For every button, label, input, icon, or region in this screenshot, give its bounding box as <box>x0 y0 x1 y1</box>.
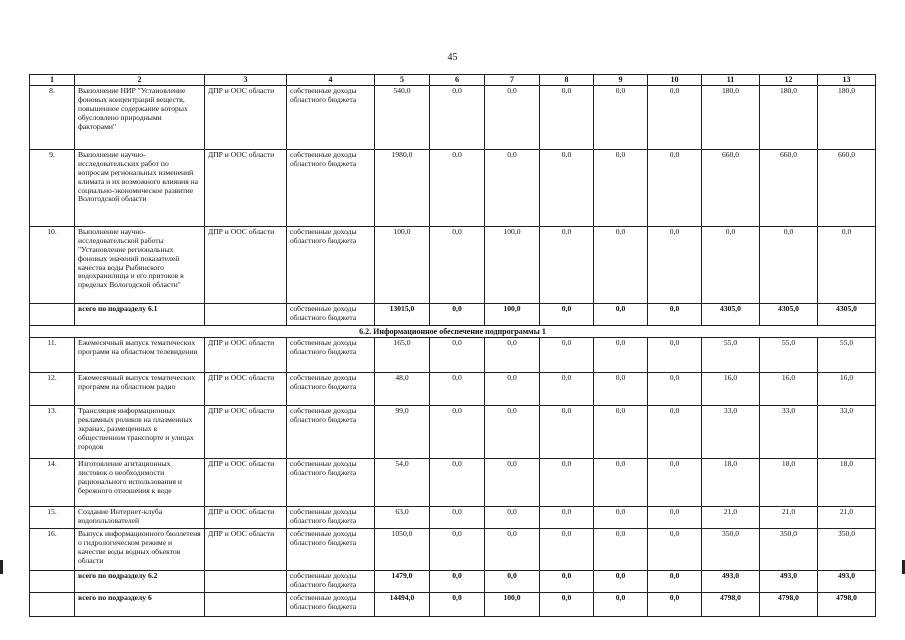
budget-table <box>29 74 876 617</box>
activity-name: Ежемесячный выпуск тематических программ на областном радио <box>75 373 205 406</box>
executor: ДПР и ООС области <box>205 150 287 227</box>
amount-cell: 0,0 <box>648 406 702 459</box>
amount-cell: 33,0 <box>818 406 876 459</box>
amount-cell: 0,0 <box>702 227 760 304</box>
section-title: 6.2. Информационное обеспечение подпрограммы 1 <box>30 326 876 338</box>
row-number: 13. <box>30 406 75 459</box>
amount-cell: 540,0 <box>375 86 430 150</box>
executor: ДПР и ООС области <box>205 406 287 459</box>
column-number: 5 <box>375 75 430 86</box>
amount-cell: 18,0 <box>760 459 818 507</box>
funding-source: собственные доходы областного бюджета <box>287 227 375 304</box>
row-number: 14. <box>30 459 75 507</box>
column-number: 3 <box>205 75 287 86</box>
amount-cell: 0,0 <box>594 86 648 150</box>
amount-cell: 660,0 <box>818 150 876 227</box>
activity-name: Создание Интернет-клуба водопользователей <box>75 507 205 529</box>
funding-source: собственные доходы областного бюджета <box>287 406 375 459</box>
amount-cell: 21,0 <box>760 507 818 529</box>
row-number: 16. <box>30 529 75 571</box>
total-label: всего по подразделу 6.1 <box>75 304 205 326</box>
amount-cell: 0,0 <box>540 373 594 406</box>
funding-source: собственные доходы областного бюджета <box>287 507 375 529</box>
amount-cell: 0,0 <box>648 304 702 326</box>
row-number: 12. <box>30 373 75 406</box>
amount-cell: 0,0 <box>648 338 702 373</box>
amount-cell: 0,0 <box>648 459 702 507</box>
amount-cell: 4798,0 <box>760 593 818 617</box>
amount-cell: 21,0 <box>818 507 876 529</box>
amount-cell: 0,0 <box>540 459 594 507</box>
amount-cell: 0,0 <box>430 150 485 227</box>
column-number: 9 <box>594 75 648 86</box>
amount-cell: 0,0 <box>594 227 648 304</box>
amount-cell: 350,0 <box>760 529 818 571</box>
activity-name: Трансляция информационных рекламных роликов на плазменных экранах, размещенных в общественном транспорте и улицах городов <box>75 406 205 459</box>
amount-cell: 0,0 <box>540 406 594 459</box>
row-number: 15. <box>30 507 75 529</box>
funding-source: собственные доходы областного бюджета <box>287 529 375 571</box>
amount-cell: 0,0 <box>485 529 540 571</box>
column-number: 1 <box>30 75 75 86</box>
amount-cell: 33,0 <box>760 406 818 459</box>
row-number: 8. <box>30 86 75 150</box>
amount-cell: 18,0 <box>818 459 876 507</box>
column-number: 11 <box>702 75 760 86</box>
amount-cell: 0,0 <box>430 507 485 529</box>
column-number: 13 <box>818 75 876 86</box>
table-row <box>30 406 876 459</box>
amount-cell: 0,0 <box>485 86 540 150</box>
section-row <box>30 326 876 338</box>
amount-cell: 55,0 <box>818 338 876 373</box>
executor: ДПР и ООС области <box>205 373 287 406</box>
table-row <box>30 373 876 406</box>
amount-cell: 0,0 <box>430 86 485 150</box>
activity-name: Выполнение НИР "Установление фоновых концентраций веществ, повышенное содержание которых обусловлено природными факторами" <box>75 86 205 150</box>
activity-name: Изготовление агитационных листовок о необходимости рационального использования и бережного отношения к воде <box>75 459 205 507</box>
amount-cell: 165,0 <box>375 338 430 373</box>
amount-cell: 99,0 <box>375 406 430 459</box>
executor <box>205 571 287 593</box>
amount-cell: 0,0 <box>485 338 540 373</box>
table-row <box>30 459 876 507</box>
amount-cell: 16,0 <box>760 373 818 406</box>
amount-cell: 0,0 <box>648 507 702 529</box>
total-label: всего по подразделу 6 <box>75 593 205 617</box>
row-number <box>30 593 75 617</box>
total-row-6-2 <box>30 571 876 593</box>
amount-cell: 0,0 <box>818 227 876 304</box>
amount-cell: 4798,0 <box>818 593 876 617</box>
column-number: 4 <box>287 75 375 86</box>
amount-cell: 0,0 <box>594 571 648 593</box>
amount-cell: 0,0 <box>594 150 648 227</box>
executor: ДПР и ООС области <box>205 459 287 507</box>
amount-cell: 4305,0 <box>702 304 760 326</box>
amount-cell: 0,0 <box>485 406 540 459</box>
page-number: 45 <box>447 52 458 63</box>
header-row <box>30 75 876 86</box>
table-row <box>30 529 876 571</box>
amount-cell: 0,0 <box>594 373 648 406</box>
amount-cell: 0,0 <box>540 338 594 373</box>
amount-cell: 0,0 <box>430 304 485 326</box>
amount-cell: 0,0 <box>594 507 648 529</box>
table-row <box>30 338 876 373</box>
amount-cell: 13015,0 <box>375 304 430 326</box>
amount-cell: 0,0 <box>485 571 540 593</box>
amount-cell: 16,0 <box>702 373 760 406</box>
amount-cell: 0,0 <box>594 338 648 373</box>
amount-cell: 55,0 <box>702 338 760 373</box>
amount-cell: 0,0 <box>648 571 702 593</box>
amount-cell: 63,0 <box>375 507 430 529</box>
amount-cell: 54,0 <box>375 459 430 507</box>
amount-cell: 0,0 <box>594 529 648 571</box>
executor: ДПР и ООС области <box>205 529 287 571</box>
amount-cell: 48,0 <box>375 373 430 406</box>
amount-cell: 16,0 <box>818 373 876 406</box>
amount-cell: 33,0 <box>702 406 760 459</box>
amount-cell: 0,0 <box>485 150 540 227</box>
column-number: 8 <box>540 75 594 86</box>
row-number: 11. <box>30 338 75 373</box>
column-number: 2 <box>75 75 205 86</box>
amount-cell: 0,0 <box>594 459 648 507</box>
amount-cell: 0,0 <box>540 571 594 593</box>
amount-cell: 18,0 <box>702 459 760 507</box>
amount-cell: 0,0 <box>540 86 594 150</box>
amount-cell: 180,0 <box>818 86 876 150</box>
column-number: 10 <box>648 75 702 86</box>
amount-cell: 0,0 <box>430 571 485 593</box>
table-row <box>30 227 876 304</box>
amount-cell: 100,0 <box>485 304 540 326</box>
amount-cell: 0,0 <box>594 304 648 326</box>
amount-cell: 14494,0 <box>375 593 430 617</box>
activity-name: Ежемесячный выпуск тематических программ на областном телевидении <box>75 338 205 373</box>
row-number: 9. <box>30 150 75 227</box>
row-number <box>30 304 75 326</box>
amount-cell: 0,0 <box>540 593 594 617</box>
total-row-6 <box>30 593 876 617</box>
amount-cell: 660,0 <box>760 150 818 227</box>
executor <box>205 304 287 326</box>
amount-cell: 0,0 <box>540 529 594 571</box>
amount-cell: 0,0 <box>430 459 485 507</box>
activity-name: Выполнение научно-исследовательской работы "Установление региональных фоновых значений показателей качества воды Рыбинского водохранилища и его притоков в пределах Вологодской области" <box>75 227 205 304</box>
amount-cell: 0,0 <box>430 406 485 459</box>
amount-cell: 0,0 <box>594 406 648 459</box>
column-number: 7 <box>485 75 540 86</box>
amount-cell: 4305,0 <box>818 304 876 326</box>
amount-cell: 0,0 <box>430 529 485 571</box>
column-number: 6 <box>430 75 485 86</box>
amount-cell: 55,0 <box>760 338 818 373</box>
amount-cell: 1479,0 <box>375 571 430 593</box>
funding-source: собственные доходы областного бюджета <box>287 571 375 593</box>
budget-table-body <box>30 75 876 617</box>
funding-source: собственные доходы областного бюджета <box>287 86 375 150</box>
amount-cell: 0,0 <box>430 338 485 373</box>
amount-cell: 1050,0 <box>375 529 430 571</box>
executor: ДПР и ООС области <box>205 507 287 529</box>
amount-cell: 0,0 <box>648 150 702 227</box>
executor: ДПР и ООС области <box>205 338 287 373</box>
amount-cell: 180,0 <box>760 86 818 150</box>
amount-cell: 350,0 <box>702 529 760 571</box>
table-row <box>30 86 876 150</box>
funding-source: собственные доходы областного бюджета <box>287 304 375 326</box>
table-row <box>30 507 876 529</box>
amount-cell: 180,0 <box>702 86 760 150</box>
amount-cell: 660,0 <box>702 150 760 227</box>
amount-cell: 100,0 <box>375 227 430 304</box>
amount-cell: 0,0 <box>485 507 540 529</box>
amount-cell: 0,0 <box>648 86 702 150</box>
amount-cell: 350,0 <box>818 529 876 571</box>
amount-cell: 0,0 <box>594 593 648 617</box>
funding-source: собственные доходы областного бюджета <box>287 373 375 406</box>
amount-cell: 0,0 <box>760 227 818 304</box>
amount-cell: 1980,0 <box>375 150 430 227</box>
amount-cell: 4798,0 <box>702 593 760 617</box>
executor: ДПР и ООС области <box>205 227 287 304</box>
amount-cell: 21,0 <box>702 507 760 529</box>
total-row-6-1 <box>30 304 876 326</box>
amount-cell: 0,0 <box>540 150 594 227</box>
amount-cell: 0,0 <box>485 459 540 507</box>
amount-cell: 493,0 <box>818 571 876 593</box>
amount-cell: 100,0 <box>485 593 540 617</box>
amount-cell: 4305,0 <box>760 304 818 326</box>
activity-name: Выполнение научно-исследовательских работ по вопросам региональных изменений климата и их возможного влияния на социально-экономическое развитие Вологодской области <box>75 150 205 227</box>
left-edge-mark <box>0 560 3 574</box>
funding-source: собственные доходы областного бюджета <box>287 338 375 373</box>
amount-cell: 493,0 <box>702 571 760 593</box>
amount-cell: 493,0 <box>760 571 818 593</box>
table-row <box>30 150 876 227</box>
activity-name: Выпуск информационного бюллетеня о гидрологическом режиме и качестве воды водных объектов области <box>75 529 205 571</box>
amount-cell: 0,0 <box>485 373 540 406</box>
amount-cell: 0,0 <box>648 529 702 571</box>
amount-cell: 0,0 <box>430 593 485 617</box>
row-number <box>30 571 75 593</box>
column-number: 12 <box>760 75 818 86</box>
executor <box>205 593 287 617</box>
amount-cell: 0,0 <box>540 227 594 304</box>
amount-cell: 0,0 <box>648 227 702 304</box>
total-label: всего по подразделу 6.2 <box>75 571 205 593</box>
amount-cell: 0,0 <box>430 227 485 304</box>
amount-cell: 0,0 <box>540 304 594 326</box>
executor: ДПР и ООС области <box>205 86 287 150</box>
row-number: 10. <box>30 227 75 304</box>
amount-cell: 0,0 <box>430 373 485 406</box>
funding-source: собственные доходы областного бюджета <box>287 593 375 617</box>
amount-cell: 0,0 <box>648 373 702 406</box>
funding-source: собственные доходы областного бюджета <box>287 459 375 507</box>
amount-cell: 0,0 <box>540 507 594 529</box>
funding-source: собственные доходы областного бюджета <box>287 150 375 227</box>
amount-cell: 100,0 <box>485 227 540 304</box>
amount-cell: 0,0 <box>648 593 702 617</box>
